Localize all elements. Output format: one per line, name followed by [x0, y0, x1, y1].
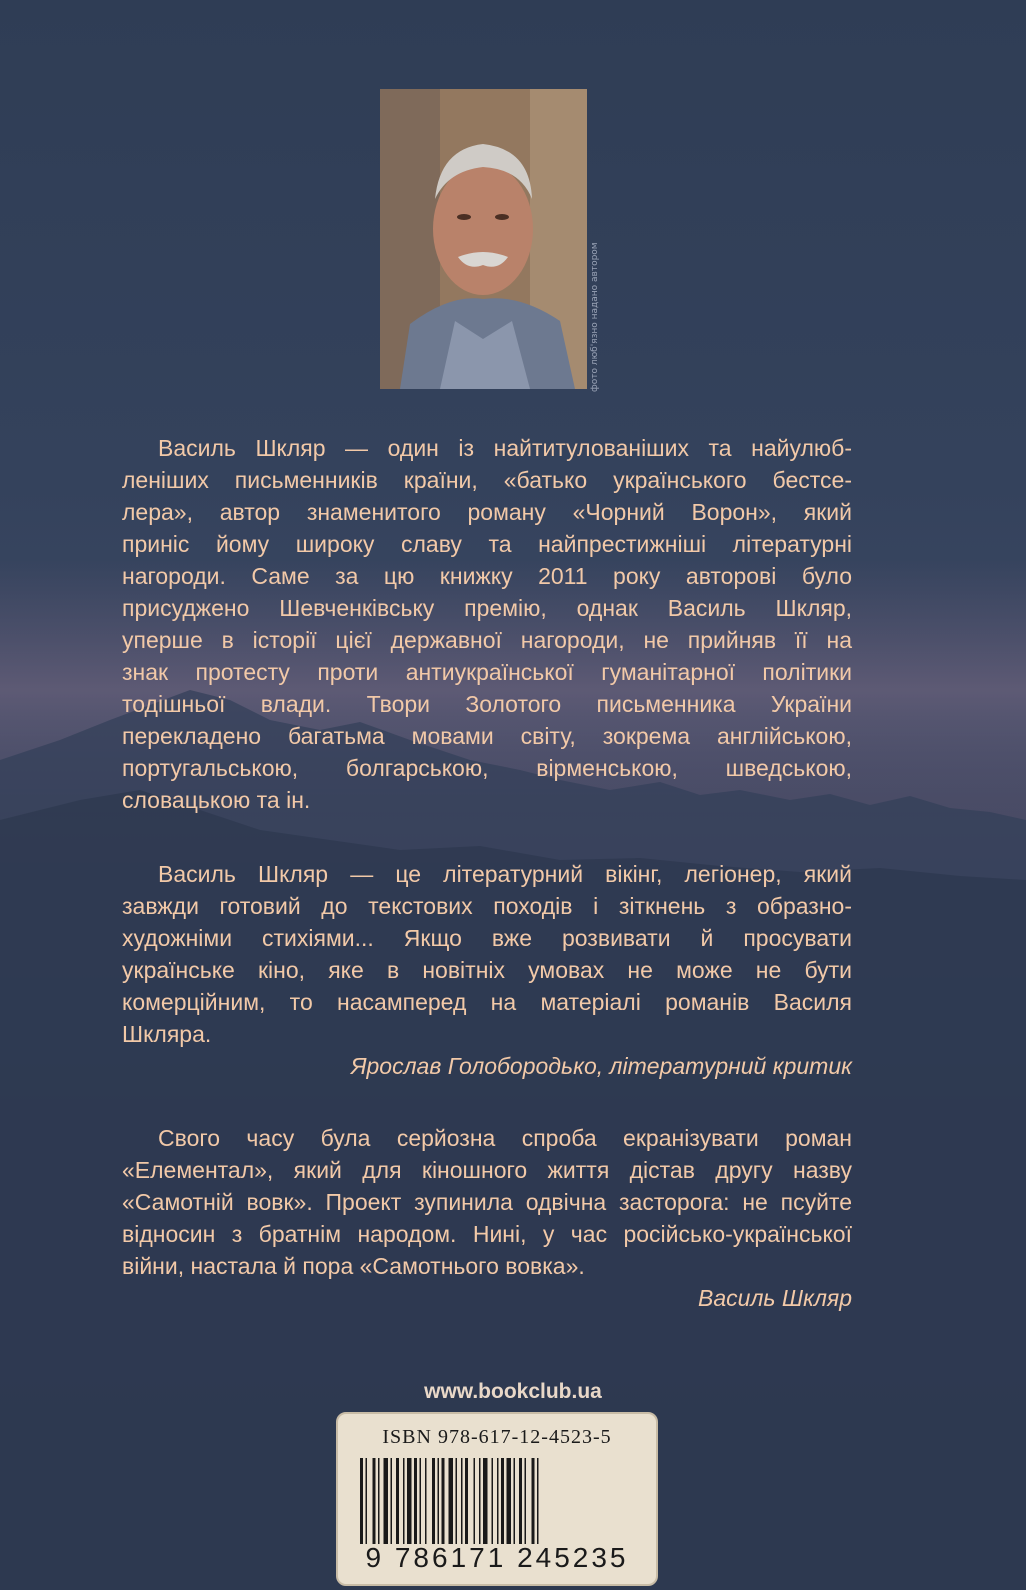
text-line: приніс йому широку славу та найпрестижніші літературні: [122, 531, 852, 557]
text-line: комерційним, то насамперед на матеріалі романів Василя: [122, 989, 852, 1015]
barcode-bar: [497, 1458, 499, 1544]
barcode-bar: [442, 1458, 445, 1544]
isbn-barcode: [336, 1412, 658, 1586]
author-photo: [380, 89, 587, 389]
barcode-bar: [378, 1458, 380, 1544]
author-quote-paragraph: [122, 1122, 852, 1314]
text-line: знак протесту проти антиукраїнської гуманітарної політики: [122, 659, 852, 685]
barcode-bar: [519, 1458, 522, 1544]
text-line: словацькою та ін.: [122, 787, 311, 813]
barcode-bar: [507, 1458, 512, 1544]
barcode-bars: [360, 1458, 634, 1544]
ean-digits: 9 786171 245235: [365, 1542, 629, 1573]
barcode-bar: [456, 1458, 458, 1544]
text-line: «Елементал», який для кіношного життя дістав другу назву: [122, 1157, 852, 1183]
barcode-bar: [525, 1458, 527, 1544]
text-line: леніших письменників країни, «батько українського бестсе-: [122, 467, 852, 493]
isbn-label: ISBN 978-617-12-4523-5: [382, 1426, 612, 1448]
barcode-bar: [501, 1458, 504, 1544]
barcode-bar: [407, 1458, 412, 1544]
barcode-bar: [396, 1458, 399, 1544]
barcode-bar: [391, 1458, 393, 1544]
photo-credit: фото люб'язно надано автором: [590, 242, 600, 392]
text-line: уперше в історії цієї державної нагороди, не прийняв її на: [122, 627, 852, 653]
text-line: художніми стихіями... Якщо вже розвивати й просувати: [122, 925, 852, 951]
barcode-bar: [532, 1458, 535, 1544]
barcode-bar: [465, 1458, 468, 1544]
quote-signature: Ярослав Голобородько, літературний критик: [350, 1053, 852, 1079]
barcode-bar: [438, 1458, 440, 1544]
barcode-bar: [461, 1458, 463, 1544]
text-line: завжди готовий до текстових походів і зіткнень з образно-: [122, 893, 852, 919]
text-line: перекладено багатьма мовами світу, зокрема англійською,: [122, 723, 852, 749]
barcode-bar: [449, 1458, 454, 1544]
text-line: Шкляра.: [122, 1021, 212, 1047]
text-line: українське кіно, яке в новітніх умовах не може не бути: [122, 957, 852, 983]
barcode-bar: [474, 1458, 476, 1544]
barcode-bar: [420, 1458, 422, 1544]
barcode-bar: [537, 1458, 539, 1544]
barcode-bar: [366, 1458, 368, 1544]
text-line: війни, настала й пора «Самотнього вовка».: [122, 1253, 585, 1279]
text-line: відносин з братнім народом. Нині, у час російсько-української: [122, 1221, 852, 1247]
text-line: нагороди. Саме за цю книжку 2011 року авторові було: [122, 563, 852, 589]
publisher-website: www.bookclub.ua: [424, 1380, 602, 1403]
barcode-bar: [432, 1458, 435, 1544]
text-line: Василь Шкляр — це літературний вікінг, легіонер, який: [158, 861, 852, 887]
barcode-bar: [425, 1458, 427, 1544]
text-line: «Самотній вовк». Проект зупинила одвічна засторога: не псуйте: [122, 1189, 852, 1215]
text-line: Василь Шкляр — один із найтитулованіших та найулюб-: [158, 435, 852, 461]
barcode-bar: [479, 1458, 481, 1544]
barcode-bar: [403, 1458, 405, 1544]
barcode-bar: [492, 1458, 494, 1544]
text-line: лера», автор знаменитого роману «Чорний Ворон», який: [122, 499, 852, 525]
barcode-bar: [414, 1458, 417, 1544]
text-line: португальською, болгарською, вірменською, шведською,: [122, 755, 852, 781]
quote-signature: Василь Шкляр: [698, 1285, 852, 1311]
text-line: тодішньої влади. Твори Золотого письменника України: [122, 691, 852, 717]
text-line: Свого часу була серйозна спроба екранізувати роман: [158, 1125, 852, 1151]
text-line: присуджено Шевченківську премію, однак Василь Шкляр,: [122, 595, 852, 621]
author-bio-paragraph: [122, 432, 852, 816]
barcode-bar: [373, 1458, 376, 1544]
barcode-bar: [514, 1458, 516, 1544]
barcode-bar: [360, 1458, 363, 1544]
barcode-bar: [384, 1458, 389, 1544]
barcode-bar: [483, 1458, 488, 1544]
critic-quote-paragraph: [122, 858, 852, 1082]
